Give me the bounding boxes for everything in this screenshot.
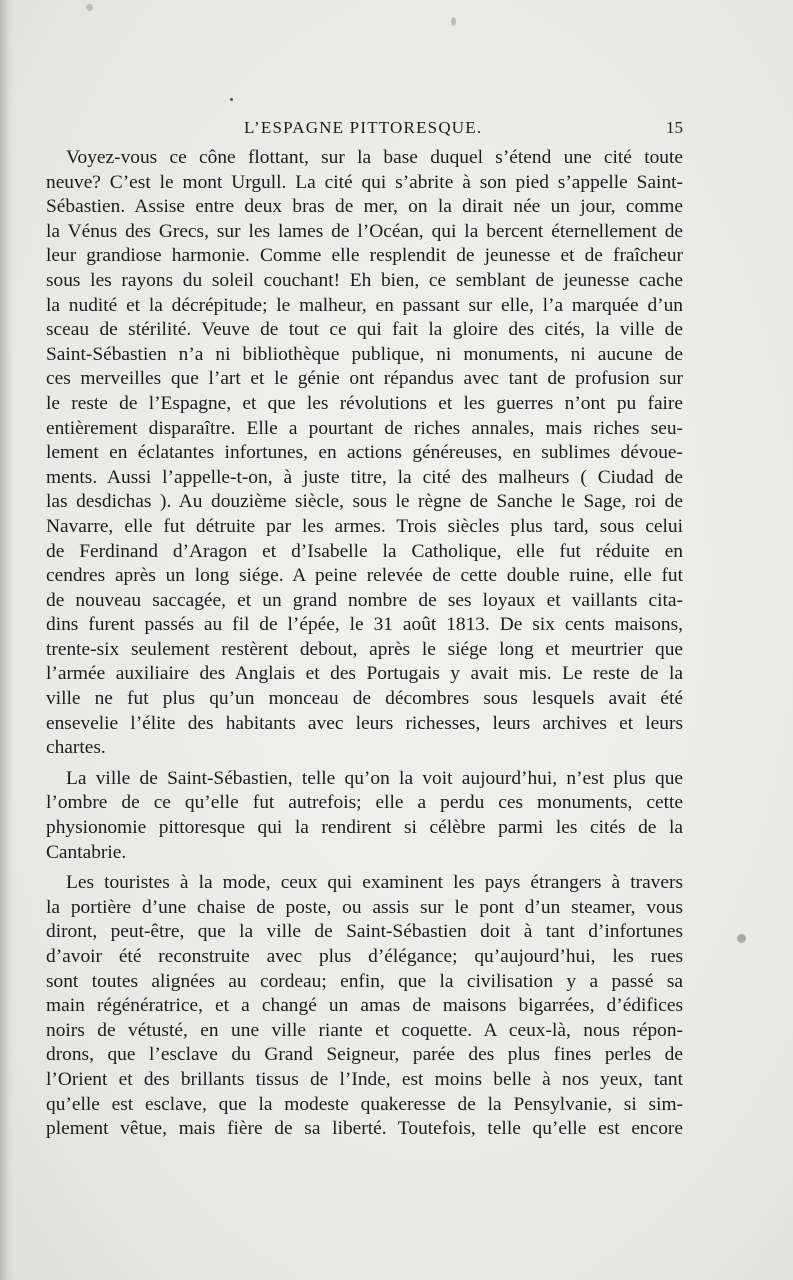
paragraph (46, 871, 683, 1142)
text-line: ensevelie l’élite des habitants avec leurs richesses, leurs archives et leurs (46, 712, 683, 734)
text-line: ville ne fut plus qu’un monceau de décombres sous lesquels avait été (46, 688, 683, 710)
text-line: la Vénus des Grecs, sur les lames de l’Océan, qui la bercent éternellement de (46, 220, 683, 242)
text-line: d’avoir été reconstruite avec plus d’élégance; qu’aujourd’hui, les rues (46, 946, 683, 967)
text-line: le reste de l’Espagne, et que les révolutions et les guerres n’ont pu faire (46, 392, 683, 414)
text-line: neuve? C’est le mont Urgull. La cité qui s’abrite à son pied s’appelle Saint- (46, 171, 683, 193)
paragraph (46, 767, 683, 865)
text-line: ments. Aussi l’appelle-t-on, à juste titre, la cité des malheurs ( Ciudad de (46, 466, 683, 488)
text-line: Sébastien. Assise entre deux bras de mer, on la dirait née un jour, comme (46, 196, 683, 218)
paragraph (46, 146, 683, 761)
text-line: chartes. (46, 737, 106, 759)
text-line: cendres après un long siége. A peine relevée de cette double ruine, elle fut (46, 565, 683, 587)
text-line: l’armée auxiliaire des Anglais et des Portugais y avait mis. Le reste de la (46, 663, 683, 685)
text-line: noirs de vétusté, en une ville riante et coquette. A ceux-là, nous répon- (46, 1019, 683, 1041)
page-number: 15 (666, 118, 683, 137)
text-line: l’Orient et des brillants tissus de l’Inde, est moins belle à nos yeux, tant (46, 1068, 683, 1090)
text-line: diront, peut-être, que la ville de Saint-Sébastien doit à tant d’infortunes (46, 921, 683, 943)
text-line: main régénératrice, et a changé un amas de maisons bigarrées, d’édifices (46, 995, 683, 1017)
text-line: ces merveilles que l’art et le génie ont répandus avec tant de profusion sur (46, 368, 683, 390)
text-line: de nouveau saccagée, et un grand nombre de ses loyaux et vaillants cita- (46, 589, 683, 611)
text-line: l’ombre de ce qu’elle fut autrefois; elle a perdu ces monuments, cette (46, 792, 683, 814)
text-line: leur grandiose harmonie. Comme elle resplendit de jeunesse et de fraîcheur (46, 245, 683, 267)
body-text (46, 146, 683, 1142)
text-line: physionomie pittoresque qui la rendirent si célèbre parmi les cités de la (46, 817, 683, 839)
running-title: L’ESPAGNE PITTORESQUE. (244, 118, 483, 137)
text-line: dins furent passés au fil de l’épée, le 31 août 1813. De six cents maisons, (46, 614, 683, 636)
text-line: las desdichas ). Au douzième siècle, sous le règne de Sanche le Sage, roi de (46, 491, 683, 513)
text-line: plement vêtue, mais fière de sa liberté. Toutefois, telle qu’elle est encore (46, 1118, 683, 1140)
text-line: lement en éclatantes infortunes, en actions généreuses, en sublimes dévoue- (46, 442, 683, 464)
running-header (46, 118, 683, 142)
text-line: entièrement disparaître. Elle a pourtant de riches annales, mais riches seu- (46, 417, 683, 439)
text-line: drons, que l’esclave du Grand Seigneur, parée des plus fines perles de (46, 1044, 683, 1066)
paper-speck (737, 934, 746, 943)
text-line: Cantabrie. (46, 841, 127, 863)
text-line: Les touristes à la mode, ceux qui examinent les pays étrangers à travers (66, 872, 683, 894)
paper-speck (230, 98, 233, 101)
text-line: la nudité et la décrépitude; le malheur, en passant sur elle, l’a marquée d’un (46, 294, 683, 316)
text-line: qu’elle est esclave, que la modeste quakeresse de la Pensylvanie, si sim- (46, 1093, 683, 1115)
text-line: Navarre, elle fut détruite par les armes. Trois siècles plus tard, sous celui (46, 515, 683, 537)
text-line: La ville de Saint-Sébastien, telle qu’on la voit aujourd’hui, n’est plus que (66, 767, 683, 789)
text-line: de Ferdinand d’Aragon et d’Isabelle la Catholique, elle fut réduite en (46, 540, 683, 562)
text-line: sous les rayons du soleil couchant! Eh bien, ce semblant de jeunesse cache (46, 269, 683, 291)
text-line: sceau de stérilité. Veuve de tout ce qui fait la gloire des cités, la ville de (46, 319, 683, 341)
text-line: trente-six seulement restèrent debout, après le siége long et meurtrier que (46, 638, 683, 660)
paper-speck (451, 17, 456, 26)
page-gutter-shadow (0, 0, 14, 1280)
text-line: la portière d’une chaise de poste, ou assis sur le pont d’un steamer, vous (46, 896, 683, 918)
paper-speck (86, 4, 93, 11)
text-line: sont toutes alignées au cordeau; enfin, que la civilisation y a passé sa (46, 970, 683, 992)
text-line: Saint-Sébastien n’a ni bibliothèque publique, ni monuments, ni aucune de (46, 343, 683, 365)
text-line: Voyez-vous ce cône flottant, sur la base duquel s’étend une cité toute (66, 147, 683, 168)
